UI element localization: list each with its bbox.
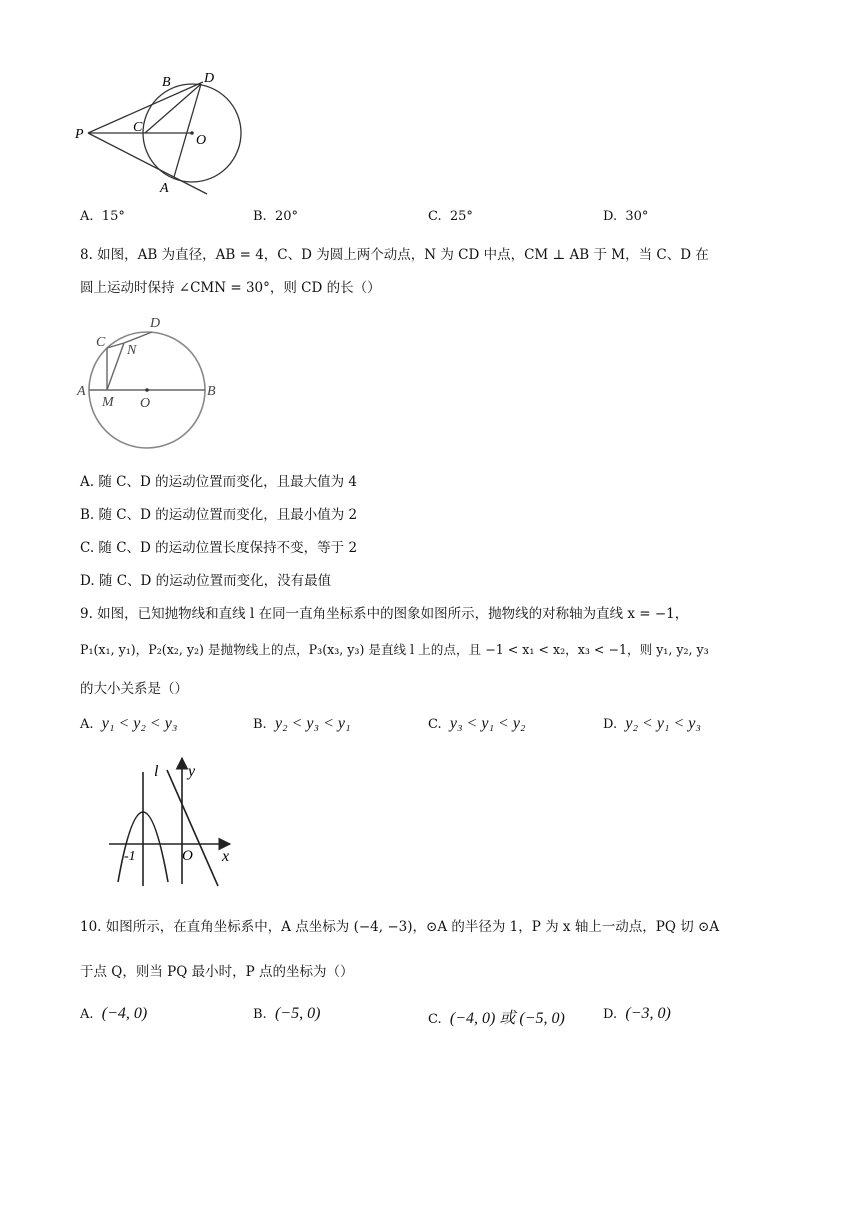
q9-label-y: y [188,763,196,780]
q8-option-b[interactable]: B. 随 C、D 的运动位置而变化，且最小值为 2 [80,507,358,523]
q8-option-a[interactable]: A. 随 C、D 的运动位置而变化，且最大值为 4 [80,474,357,490]
q10-option-b[interactable]: B. (−5, 0) [253,1005,321,1022]
q10-stem-line1: 10. 如图所示，在直角坐标系中，A 点坐标为 (−4, −3)，⊙A 的半径为 1，P 为 x 轴上一动点，PQ 切 ⊙A [80,919,720,935]
q7-tangent-lower [88,133,207,194]
q10-stem-line2: 于点 Q，则当 PQ 最小时，P 点的坐标为（） [80,964,354,980]
q9-stem-line1: 9. 如图，已知抛物线和直线 l 在同一直角坐标系中的图象如图所示，抛物线的对称轴为直线 x = −1， [80,606,689,622]
q8-option-d[interactable]: D. 随 C、D 的运动位置而变化，没有最值 [80,573,332,589]
q9-label-neg1: -1 [124,849,136,864]
q8-label-C: C [96,335,106,350]
q9-figure [104,752,244,892]
q10-option-d[interactable]: D. (−3, 0) [603,1005,671,1022]
q8-segment-mn [107,343,124,390]
q7-figure [70,64,260,204]
q7-option-d[interactable]: D. 30° [603,209,649,224]
q8-option-c[interactable]: C. 随 C、D 的运动位置长度保持不变，等于 2 [80,540,358,556]
q7-line-da [174,84,201,177]
q7-label-B: B [162,75,171,90]
q7-center-dot [190,131,194,135]
q9-line-l [167,770,218,886]
q7-label-P: P [75,127,84,142]
q7-label-A: A [160,181,169,196]
q9-stem-line3: 的大小关系是（） [80,681,188,697]
q8-stem-line1: 8. 如图，AB 为直径，AB = 4，C、D 为圆上两个动点，N 为 CD 中点，CM ⊥ AB 于 M，当 C、D 在 [80,247,709,263]
q8-label-B: B [207,384,216,399]
q7-option-b[interactable]: B. 20° [253,209,298,224]
q9-option-d[interactable]: D. y₂ < y₁ < y₃ [603,715,701,732]
q10-option-a[interactable]: A. (−4, 0) [80,1005,148,1022]
q8-label-O: O [140,396,151,411]
q8-figure [72,312,222,452]
q8-label-N: N [127,343,137,358]
q10-option-c[interactable]: C. (−4, 0) 或 (−5, 0) [428,1010,565,1027]
q8-label-M: M [102,395,114,410]
q9-label-O: O [182,848,193,864]
q7-label-D: D [204,71,215,86]
q8-label-D: D [150,316,161,331]
q8-label-A: A [77,384,86,399]
q7-line-cd [145,84,201,133]
q9-label-x: x [222,848,230,865]
q8-stem-line2: 圆上运动时保持 ∠CMN = 30°，则 CD 的长（） [80,280,381,296]
q7-option-a[interactable]: A. 15° [80,209,125,224]
q7-tangent-upper [88,82,203,133]
q8-segment-nd [124,332,152,343]
q7-option-c[interactable]: C. 25° [428,209,473,224]
q7-label-C: C [133,120,143,135]
q9-option-c[interactable]: C. y₃ < y₁ < y₂ [428,715,526,732]
q8-center-dot [145,388,149,392]
q9-option-a[interactable]: A. y₁ < y₂ < y₃ [80,715,178,732]
q9-stem-line2: P₁(x₁, y₁)，P₂(x₂, y₂) 是抛物线上的点，P₃(x₃, y₃) 是直线 l 上的点，且 −1 < x₁ < x₂，x₃ < −1，则 y₁, y₂, y₃ [80,642,709,657]
q9-label-l: l [154,763,159,780]
q9-option-b[interactable]: B. y₂ < y₃ < y₁ [253,715,351,732]
q7-label-O: O [196,133,207,148]
